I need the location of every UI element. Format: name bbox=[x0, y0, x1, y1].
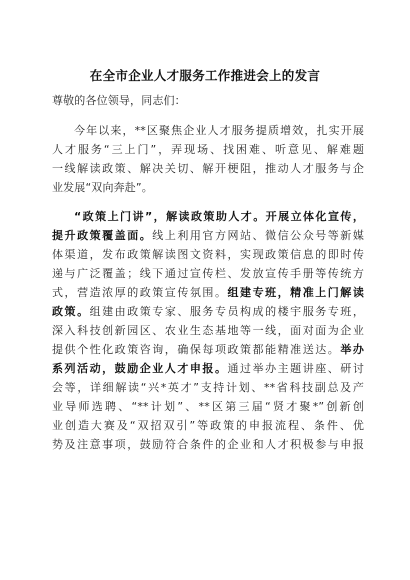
paragraph-line: 今年以来，**区聚焦企业人才服务提质增效，扎实开展 bbox=[74, 124, 364, 137]
paragraph-line: 势及注意事项，鼓励符合条件的企业和人才积极参与申报 bbox=[52, 438, 364, 451]
bold-heading: 政策。 bbox=[52, 305, 90, 318]
paragraph-line: 业创造大赛及“双招双引”等政策的申报流程、条件、优 bbox=[52, 419, 364, 432]
bold-heading: 组建专班，精准上门解读 bbox=[227, 286, 364, 299]
paragraph-text: 线上利用官方网站、微信公众号等新媒 bbox=[152, 229, 364, 242]
salutation: 尊敬的各位领导，同志们： bbox=[52, 94, 186, 107]
paragraph-line bbox=[52, 286, 364, 300]
paragraph-line: 一线解读政策、解决关切、解开梗阻，推动人才服务与企 bbox=[52, 162, 364, 175]
document-title: 在全市企业人才服务工作推进会上的发言 bbox=[89, 68, 321, 83]
paragraph-line: 业导师选聘、“**计划”、**区第三届“贤才聚*”创新创 bbox=[52, 400, 364, 413]
paragraph-text: 通过举办主题讲座、研讨 bbox=[227, 362, 364, 375]
bold-heading: 提升政策覆盖面。 bbox=[52, 229, 153, 242]
paragraph-text: 提供个性化政策咨询，确保每项政策都能精准送达。 bbox=[52, 343, 341, 356]
paragraph-line: 递与广泛覆盖；线下通过宣传栏、发放宣传手册等传统方 bbox=[52, 267, 364, 280]
paragraph-line bbox=[52, 305, 364, 319]
paragraph-text: 式，营造浓厚的政策宣传氛围。 bbox=[52, 286, 228, 299]
paragraph-line bbox=[52, 229, 364, 243]
paragraph-line bbox=[52, 362, 364, 376]
paragraph-line: 深入科技创新园区、农业生态基地等一线，面对面为企业 bbox=[52, 324, 364, 337]
paragraph-line bbox=[74, 210, 364, 224]
bold-heading: “政策上门讲”，解读政策助人才。开展立体化宣传， bbox=[74, 210, 364, 223]
paragraph-line: 业发展“双向奔赴”。 bbox=[52, 181, 153, 194]
paragraph-line: 体渠道，发布政策解读图文资料，实现政策信息的即时传 bbox=[52, 248, 364, 261]
paragraph-line bbox=[52, 343, 364, 357]
bold-heading: 举办 bbox=[340, 343, 364, 356]
bold-heading: 系列活动，鼓励企业人才申报。 bbox=[52, 362, 228, 375]
paragraph-line: 人才服务“三上门”，弄现场、找困难、听意见、解难题 bbox=[52, 143, 364, 156]
paragraph-line: 会等，详细解读“兴*英才”支持计划、**省科技副总及产 bbox=[52, 381, 364, 394]
paragraph-text: 组建由政策专家、服务专员构成的楼宇服务专班， bbox=[89, 305, 364, 318]
